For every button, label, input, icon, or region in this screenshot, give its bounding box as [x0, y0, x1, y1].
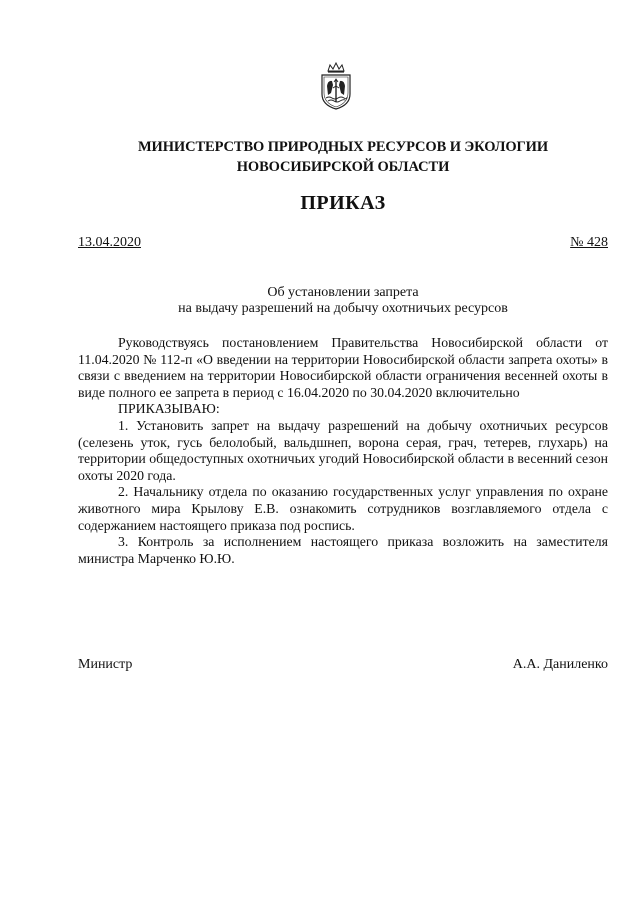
document-date: 13.04.2020 [78, 235, 141, 250]
order-item-1: 1. Установить запрет на выдачу разрешений на добычу охотничьих ресурсов (селезень уток, гусь белолобый, вальдшнеп, ворона серая, грач, тетерев, глухарь) на территории общедоступных охотничьих угодий Новосибирской области в весенний сезон охоты 2020 года. [78, 417, 608, 483]
subject-line2: на выдачу разрешений на добычу охотничьих ресурсов [178, 301, 508, 316]
ministry-name-line1: МИНИСТЕРСТВО ПРИРОДНЫХ РЕСУРСОВ И ЭКОЛОГИИ [137, 139, 549, 155]
number-label: № [570, 235, 584, 250]
document-body [78, 335, 608, 567]
document-type: ПРИКАЗ [300, 192, 386, 214]
order-word: ПРИКАЗЫВАЮ: [118, 401, 220, 417]
subject-line1: Об установлении запрета [267, 285, 419, 300]
number-value: 428 [587, 235, 608, 250]
document-number [570, 234, 608, 252]
ministry-name-line2: НОВОСИБИРСКОЙ ОБЛАСТИ [236, 159, 450, 175]
preamble-paragraph: Руководствуясь постановлением Правительства Новосибирской области от 11.04.2020 № 112-п «О введении на территории Новосибирской области запрета охоты» в связи с введением на территории Новосибирской области ограничения весенней охоты в виде полного ее запрета в период с 16.04.2020 по 30.04.2020 включительно [78, 335, 608, 400]
coat-of-arms-icon [319, 62, 353, 110]
order-item-2: 2. Начальнику отдела по оказанию государственных услуг управления по охране животного мира Крылову Е.В. ознакомить сотрудников возглавляемого отдела с содержанием настоящего приказа под роспись. [78, 484, 608, 533]
document-subject [60, 285, 626, 317]
ministry-name [60, 137, 626, 177]
order-item-3: 3. Контроль за исполнением настоящего приказа возложить на заместителя министра Марченко Ю.Ю. [78, 534, 608, 566]
signer-name: А.А. Даниленко [512, 657, 608, 672]
signer-title: Министр [78, 657, 133, 672]
